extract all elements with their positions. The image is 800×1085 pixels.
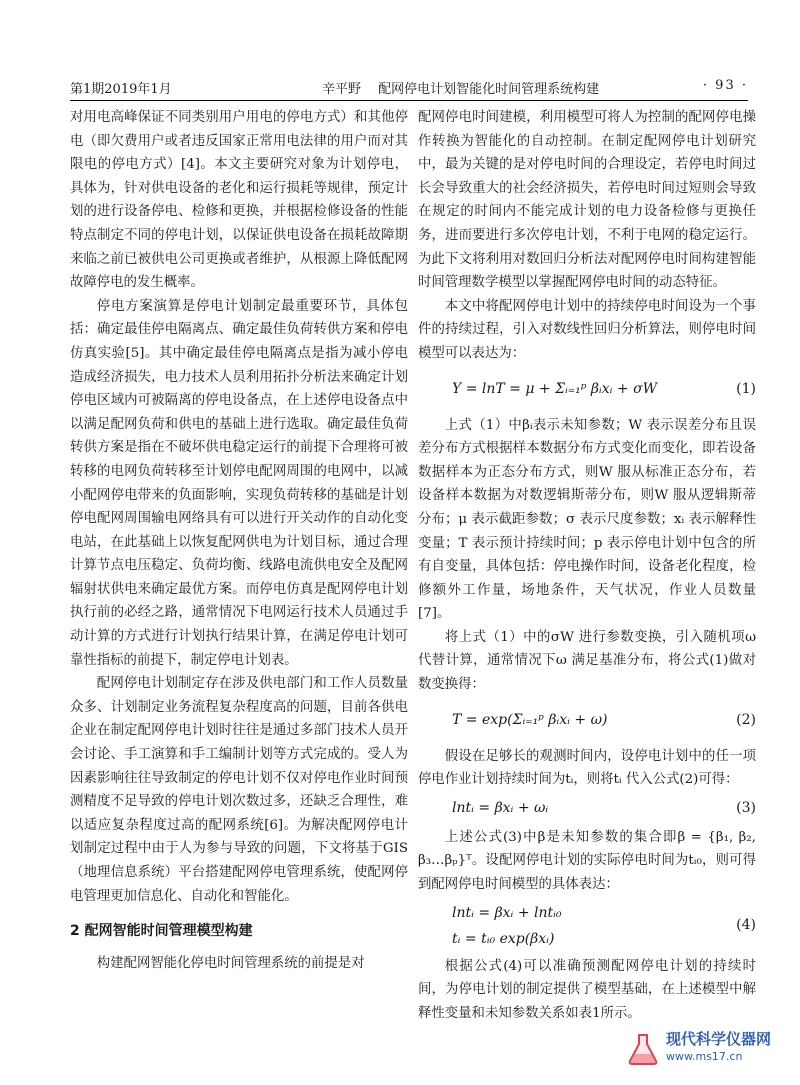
watermark — [626, 1026, 792, 1072]
equation-1 — [418, 366, 756, 414]
paragraph: 对用电高峰保证不同类别用户用电的停电方式）和其他停电（即欠费用户或者违反国家正常用电法律的用户而对其限电的停电方式）[4]。本文主要研究对象为计划停电，具体为，针对供电设备的老化和运行损耗等规律，预定计划的进行设备停电、检修和更换，并根据检修设备的性能特点制定不同的停电计划，以保证供电设备在损耗故障期来临之前已被供电公司更换或者维护，从根源上降低配网故障停电的发生概率。 — [70, 110, 408, 291]
paragraph: 本文中将配网停电计划中的持续停电时间设为一个事件的持续过程，引入对数线性回归分析算法，则停电时间模型可以表达为： — [418, 298, 756, 361]
paragraph: 上式（1）中βᵢ表示未知参数；W 表示误差分布且误差分布方式根据样本数据分布方式变化而变化，即若设备数据样本为正态分布方式，则W 服从标准正态分布，若设备样本数据为对数逻辑斯蒂分布，则W 服从逻辑斯蒂分布；μ 表示截距参数；σ 表示尺度参数；xᵢ 表示解释性变量；T 表示预计持续时间；p 表示停电计划中包含的所有自变量，具体包括：停电操作时间，设备老化程度，检修额外工作量，场地条件，天气状况，作业人员数量[7]。 — [418, 417, 756, 622]
equation-line: lntᵢ = βxᵢ + lntᵢ₀ — [452, 904, 562, 921]
section-heading: 2 配网智能时间管理模型构建 — [70, 923, 253, 940]
equation-expression: lntᵢ = βxᵢ + ωᵢ — [452, 800, 549, 817]
flask-icon — [626, 1032, 660, 1066]
paragraph: 上述公式(3)中β是未知参数的集合即β = {β₁, β₂, β₃…βₚ}ᵀ。设配网停电计划的实际停电时间为tᵢ₀，则可得到配网停电时间模型的具体表达： — [418, 829, 756, 893]
paragraph: 将上式（1）中的σW 进行参数变换，引入随机项ω 代替计算，通常情况下ω 满足基准分布，将公式(1)做对数变换得： — [418, 629, 756, 693]
equation-number: (4) — [736, 916, 756, 933]
running-header — [70, 78, 748, 100]
equation-3 — [418, 792, 756, 826]
paragraph: 根据公式(4)可以准确预测配网停电计划的持续时间，为停电计划的制定提供了模型基础，在上述模型中解释性变量和未知参数关系如表1所示。 — [418, 958, 756, 1021]
header-title: 辛平野 配网停电计划智能化时间管理系统构建 — [322, 82, 600, 97]
paragraph: 停电方案演算是停电计划制定最重要环节，具体包括：确定最佳停电隔离点、确定最佳负荷转供方案和停电仿真实验[5]。其中确定最佳停电隔离点是指为减小停电造成经济损失，电力技术人员利用拓扑分析法来确定计划停电区域内可被隔离的停电设备点，在上述停电设备点中以满足配网负荷和供电的基础上进行选取。确定最佳负荷转供方案是指在不破坏供电稳定运行的前提下合理将可被转移的电网负荷转移至计划停电配网周围的电网中，以减小配网停电带来的负面影响，实现负荷转移的基础是计划停电配网周围输电网络具有可以进行开关动作的自动化变电站，在此基础上以恢复配网供电为计划目标，通过合理计算节点电压稳定、负荷均衡、线路电流供电安全及配网辐射状供电来确定最优方案。而停电仿真是配网停电计划执行前的必经之路，通常情况下电网运行技术人员通过手动计算的方式进行计划执行结果计算，在满足停电计划可靠性指标的前提下，制定停电计划表。 — [70, 298, 408, 668]
equation-expression: T = exp(Σᵢ₌₁ᵖ βᵢxᵢ + ω) — [452, 711, 608, 728]
equation-4 — [418, 897, 756, 955]
page-number: · 93 · — [702, 78, 748, 93]
paragraph: 配网停电计划制定存在涉及供电部门和工作人员数量众多、计划制定业务流程复杂程度高的问题，目前各供电企业在制定配网停电计划时往往是通过多部门技术人员开会讨论、手工演算和手工编制计划等方式完成的。受人为因素影响往往导致制定的停电计划不仅对停电作业时间预测精度不足导致的停电计划次数过多，还缺乏合理性，难以适应复杂程度过高的配网系统[6]。为解决配网停电计划制定过程中由于人为参与导致的问题，下文将基于GIS（地理信息系统）平台搭建配网停电管理系统，使配网停电管理更加信息化、自动化和智能化。 — [70, 676, 408, 904]
paragraph: 构建配网智能化停电时间管理系统的前提是对 — [96, 955, 365, 971]
issue-label: 第1期2019年1月 — [70, 82, 172, 97]
header-rule — [70, 100, 748, 101]
equation-number: (1) — [736, 380, 756, 397]
left-column — [70, 106, 408, 975]
equation-expression — [418, 900, 716, 952]
watermark-title: 现代科学仪器网 — [666, 1030, 772, 1048]
equation-expression: Y = lnT = μ + Σᵢ₌₁ᵖ βᵢxᵢ + σW — [452, 380, 658, 397]
right-column — [418, 106, 756, 1025]
paragraph: 配网停电时间建模，利用模型可将人为控制的配网停电操作转换为智能化的自动控制。在制定配网停电计划研究中，最为关键的是对停电时间的合理设定，若停电时间过长会导致重大的社会经济损失，若停电时间过短则会导致在规定的时间内不能完成计划的电力设备检修与更换任务，进而要进行多次停电计划，不利于电网的稳定运行。为此下文将利用对数回归分析法对配网停电时间构建智能时间管理数学模型以掌握配网停电时间的动态特征。 — [418, 110, 756, 291]
paragraph: 假设在足够长的观测时间内，设停电计划中的任一项停电作业计划持续时间为tᵢ，则将tᵢ 代入公式(2)可得： — [418, 748, 756, 788]
watermark-url: www.ms17.cn — [666, 1050, 743, 1063]
equation-number: (3) — [736, 800, 756, 817]
equation-number: (2) — [736, 711, 756, 728]
equation-line: tᵢ = tᵢ₀ exp(βxᵢ) — [452, 930, 555, 947]
equation-2 — [418, 697, 756, 745]
